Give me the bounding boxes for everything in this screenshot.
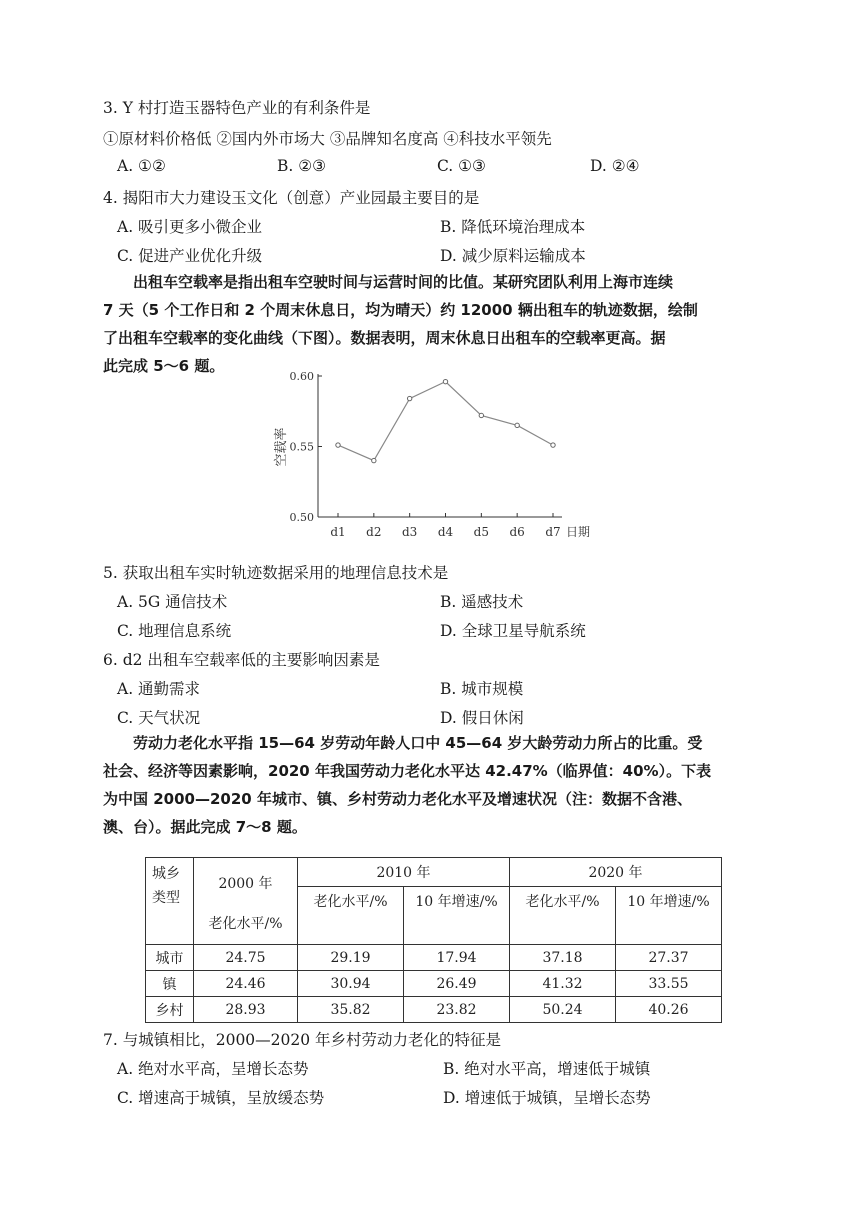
table-corner-line-2: 类型	[152, 890, 180, 906]
q6-stem: 6. d2 出租车空载率低的主要影响因素是	[103, 651, 380, 669]
chart-x-tick-label: d1	[330, 525, 346, 539]
q3-option-d[interactable]: D. ②④	[590, 157, 640, 175]
chart-point	[479, 413, 483, 417]
q5-option-a[interactable]: A. 5G 通信技术	[117, 593, 228, 611]
chart-x-tick-label: d4	[437, 525, 454, 539]
chart-x-label: 日期	[566, 525, 591, 539]
cell-2010-level: 29.19	[298, 945, 404, 971]
cell-2000-level: 28.93	[194, 997, 298, 1023]
chart-y-tick-label: 0.60	[289, 370, 314, 383]
chart-y-ticks	[290, 370, 323, 524]
chart-series	[336, 379, 555, 462]
q4-option-a[interactable]: A. 吸引更多小微企业	[117, 218, 263, 236]
header-2010: 2010 年	[298, 858, 510, 887]
q3-option-b[interactable]: B. ②③	[277, 157, 327, 175]
q4-option-d[interactable]: D. 减少原料运输成本	[440, 247, 586, 265]
q6-option-a[interactable]: A. 通勤需求	[117, 680, 201, 698]
labor-aging-table	[145, 857, 722, 1023]
cell-2020-growth: 40.26	[616, 997, 722, 1023]
q7-option-c[interactable]: C. 增速高于城镇，呈放缓态势	[117, 1089, 325, 1107]
row-name: 镇	[146, 971, 194, 997]
chart-axes	[318, 374, 562, 517]
q3-conditions: ①原材料价格低 ②国内外市场大 ③品牌知名度高 ④科技水平领先	[103, 130, 552, 148]
q7-option-d[interactable]: D. 增速低于城镇，呈增长态势	[443, 1089, 651, 1107]
chart-point	[407, 396, 411, 400]
chart-x-tick-label: d6	[509, 525, 525, 539]
q5-option-b[interactable]: B. 遥感技术	[440, 593, 524, 611]
q5-stem: 5. 获取出租车实时轨迹数据采用的地理信息技术是	[103, 564, 449, 582]
passage-labor-aging	[103, 729, 763, 841]
q7-option-a[interactable]: A. 绝对水平高，呈增长态势	[117, 1060, 309, 1078]
chart-y-tick-label: 0.55	[289, 440, 314, 454]
header-2010-level: 老化水平/%	[298, 887, 404, 945]
row-name: 城市	[146, 945, 194, 971]
chart-series-line	[338, 382, 553, 461]
chart-y-label: 空载率	[274, 427, 289, 467]
header-2020-level: 老化水平/%	[510, 887, 616, 945]
chart-point	[515, 423, 519, 427]
row-name: 乡村	[146, 997, 194, 1023]
chart-point	[372, 458, 376, 462]
cell-2020-growth: 27.37	[616, 945, 722, 971]
cell-2000-level: 24.46	[194, 971, 298, 997]
header-2000-year: 2000 年	[218, 876, 273, 892]
passage-taxi-line-2: 7 天（5 个工作日和 2 个周末休息日，均为晴天）约 12000 辆出租车的轨迹数据，绘制	[103, 301, 698, 319]
chart-x-tick-label: d2	[366, 525, 382, 539]
passage-labor-line-1: 劳动力老化水平指 15—64 岁劳动年龄人口中 45—64 岁大龄劳动力所占的比重。受	[133, 734, 703, 752]
chart-x-tick-label: d7	[545, 525, 561, 539]
q4-stem: 4. 揭阳市大力建设玉文化（创意）产业园最主要目的是	[103, 189, 480, 207]
chart-point	[443, 379, 447, 383]
header-2000-level: 老化水平/%	[208, 916, 283, 932]
header-2000	[194, 858, 298, 945]
q5-option-c[interactable]: C. 地理信息系统	[117, 622, 232, 640]
chart-point	[336, 443, 340, 447]
cell-2010-level: 30.94	[298, 971, 404, 997]
cell-2010-level: 35.82	[298, 997, 404, 1023]
cell-2010-growth: 23.82	[404, 997, 510, 1023]
table-corner-line-1: 城乡	[152, 866, 180, 882]
q4-option-b[interactable]: B. 降低环境治理成本	[440, 218, 586, 236]
q7-stem: 7. 与城镇相比，2000—2020 年乡村劳动力老化的特征是	[103, 1031, 502, 1049]
passage-taxi-line-1: 出租车空载率是指出租车空驶时间与运营时间的比值。某研究团队利用上海市连续	[133, 273, 674, 291]
chart-x-tick-label: d3	[402, 525, 418, 539]
cell-2020-level: 50.24	[510, 997, 616, 1023]
header-2020-growth: 10 年增速/%	[616, 887, 722, 945]
q5-option-d[interactable]: D. 全球卫星导航系统	[440, 622, 586, 640]
taxi-vacancy-chart	[270, 362, 600, 544]
q3-option-c[interactable]: C. ①③	[437, 157, 486, 175]
table-corner	[146, 858, 194, 945]
header-2020: 2020 年	[510, 858, 722, 887]
q6-option-b[interactable]: B. 城市规模	[440, 680, 524, 698]
q3-option-a[interactable]: A. ①②	[117, 157, 166, 175]
cell-2020-level: 37.18	[510, 945, 616, 971]
cell-2020-growth: 33.55	[616, 971, 722, 997]
chart-y-tick-label: 0.50	[289, 511, 314, 524]
q6-option-d[interactable]: D. 假日休闲	[440, 709, 524, 727]
cell-2020-level: 41.32	[510, 971, 616, 997]
table-row	[146, 971, 722, 997]
q3-stem: 3. Y 村打造玉器特色产业的有利条件是	[103, 99, 371, 117]
chart-x-tick-label: d5	[473, 525, 489, 539]
header-2010-growth: 10 年增速/%	[404, 887, 510, 945]
table-row	[146, 997, 722, 1023]
passage-labor-line-4: 澳、台）。据此完成 7～8 题。	[103, 818, 307, 836]
table-row	[146, 945, 722, 971]
q4-option-c[interactable]: C. 促进产业优化升级	[117, 247, 263, 265]
passage-labor-line-2: 社会、经济等因素影响，2020 年我国劳动力老化水平达 42.47%（临界值：40%）。下表	[103, 762, 712, 780]
chart-point	[551, 443, 555, 447]
passage-taxi-line-4: 此完成 5～6 题。	[103, 357, 225, 375]
cell-2010-growth: 17.94	[404, 945, 510, 971]
q7-option-b[interactable]: B. 绝对水平高，增速低于城镇	[443, 1060, 651, 1078]
cell-2000-level: 24.75	[194, 945, 298, 971]
passage-taxi-line-3: 了出租车空载率的变化曲线（下图）。数据表明，周末休息日出租车的空载率更高。据	[103, 329, 666, 347]
q6-option-c[interactable]: C. 天气状况	[117, 709, 201, 727]
cell-2010-growth: 26.49	[404, 971, 510, 997]
passage-labor-line-3: 为中国 2000—2020 年城市、镇、乡村劳动力老化水平及增速状况（注：数据不含港、	[103, 790, 692, 808]
